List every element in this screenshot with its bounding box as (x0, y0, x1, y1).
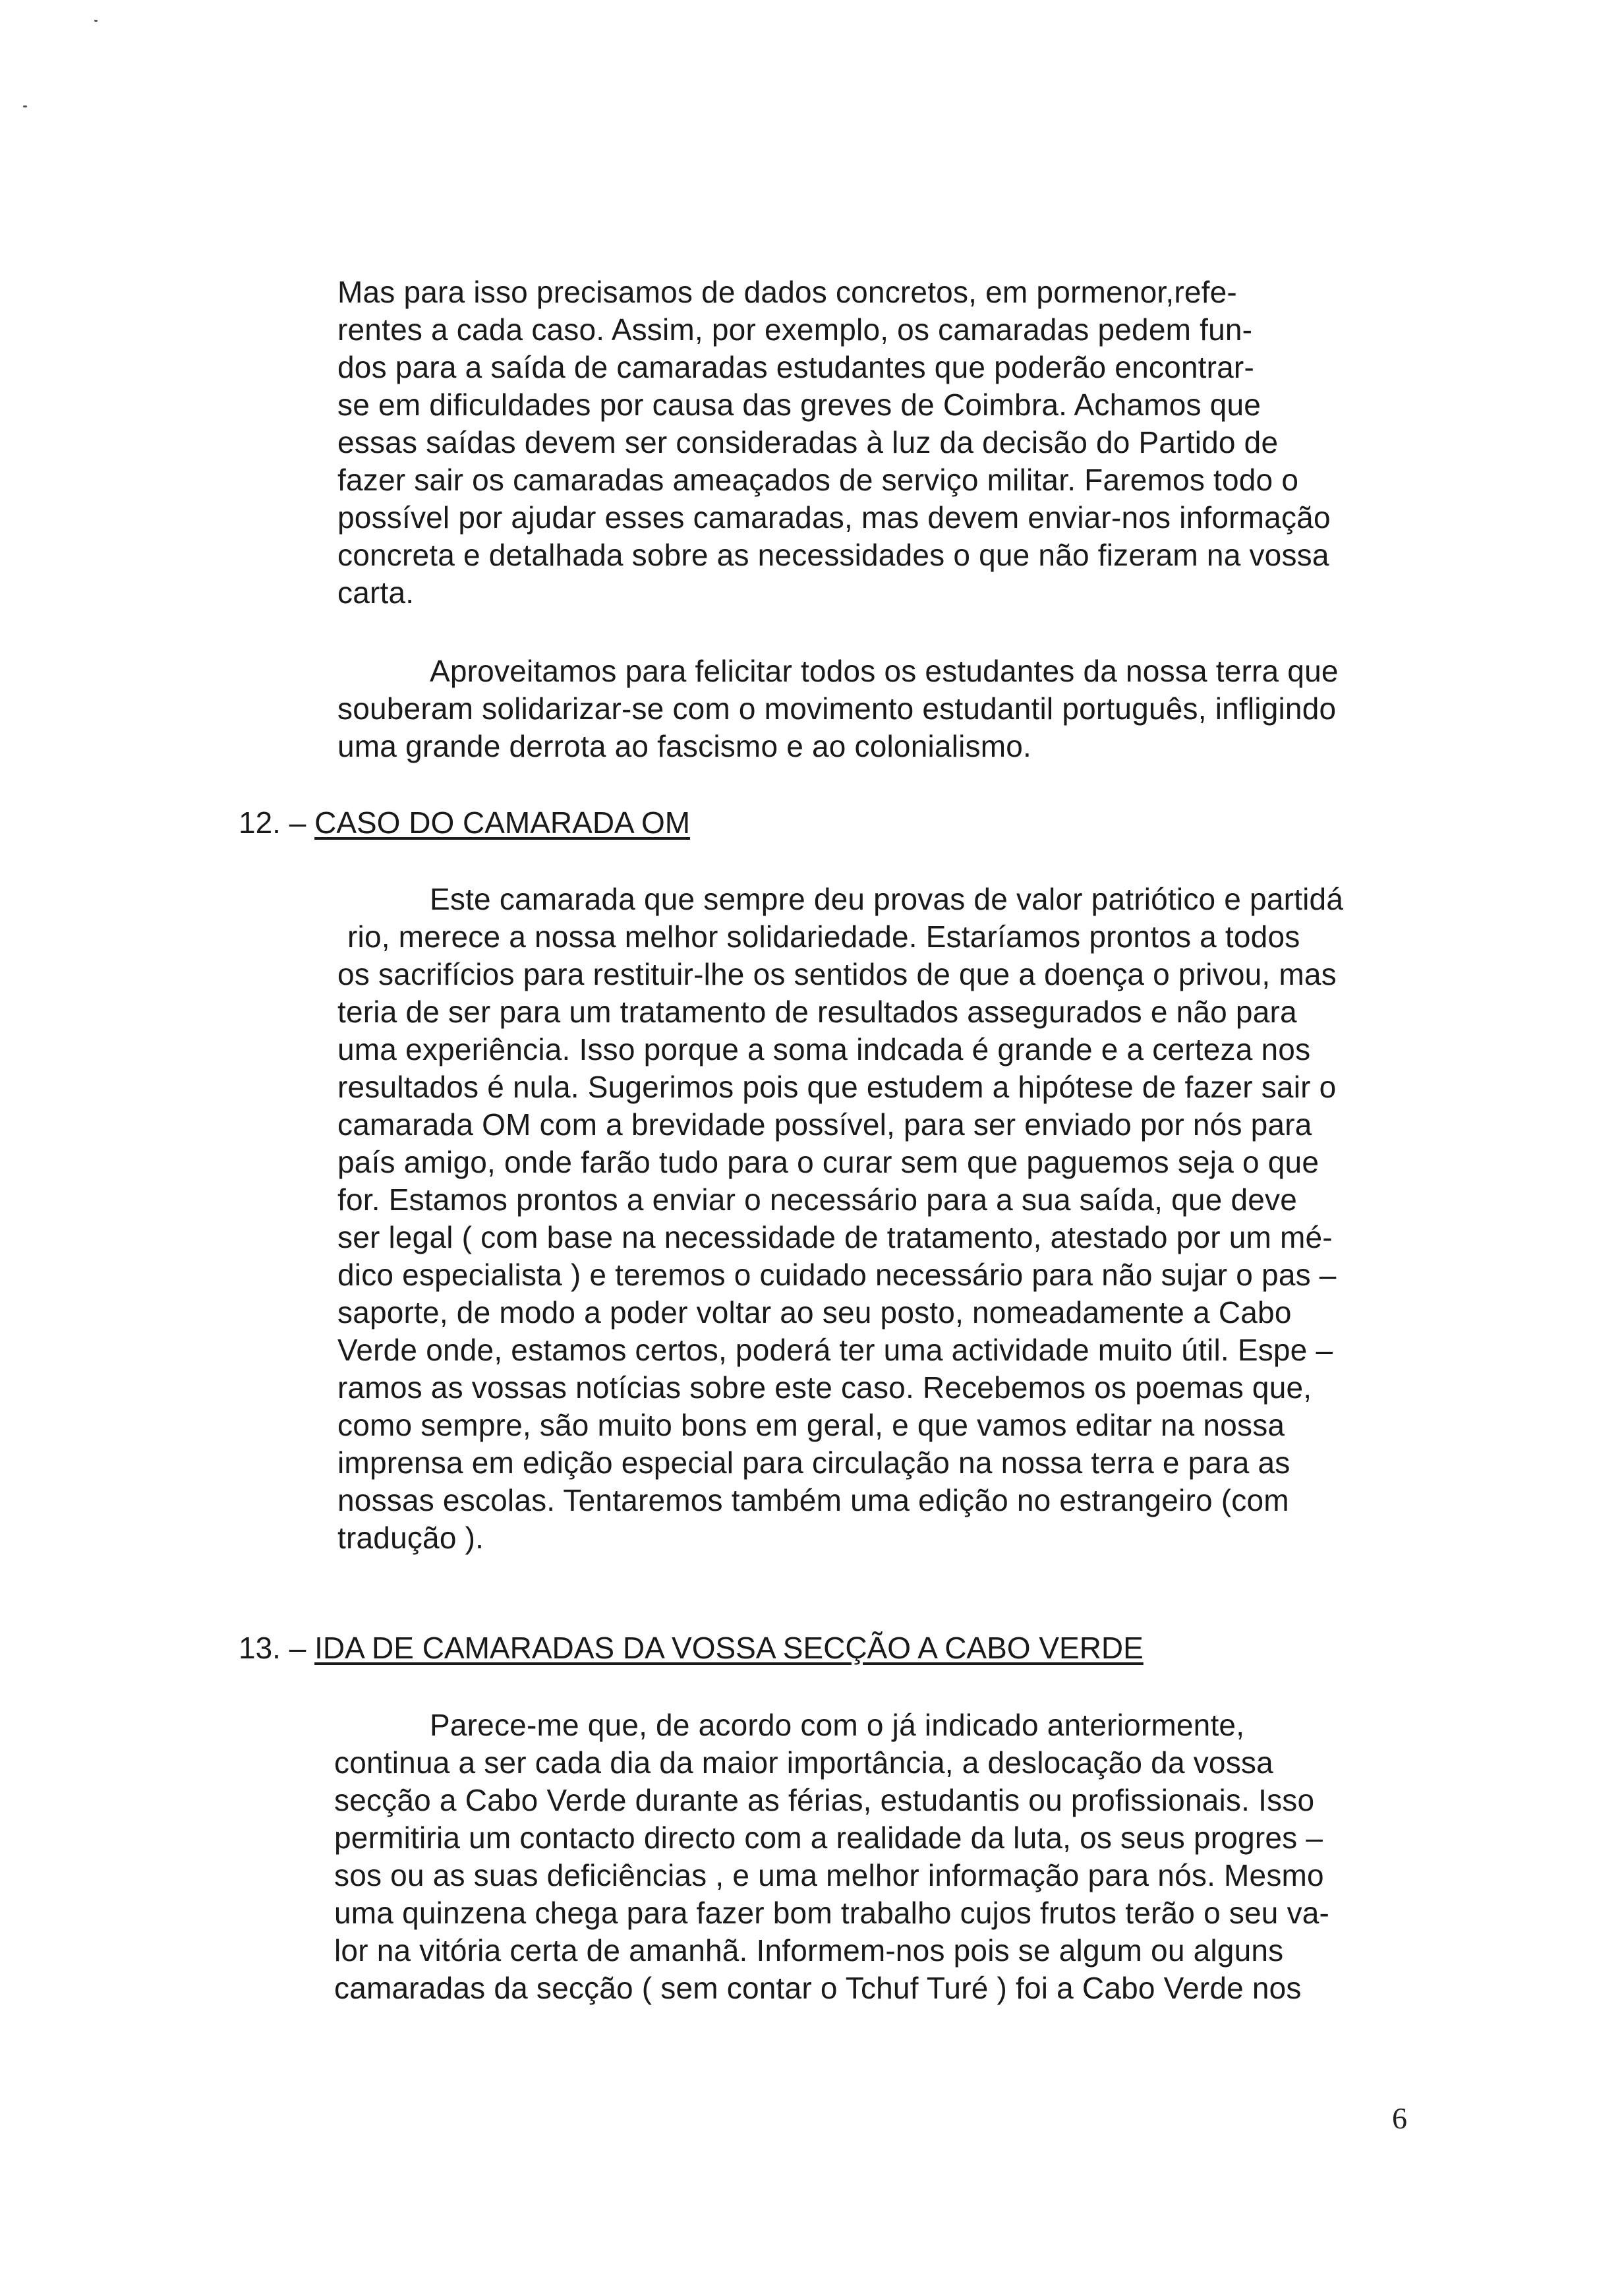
text-line: for. Estamos prontos a enviar o necessário para a sua saída, que deve (337, 1183, 1297, 1217)
text-line: tradução ). (337, 1521, 484, 1555)
text-line: souberam solidarizar-se com o movimento estudantil português, infligindo (337, 691, 1337, 726)
text-line: Este camarada que sempre deu provas de valor patriótico e partidá (430, 882, 1344, 916)
text-line: rentes a cada caso. Assim, por exemplo, os camaradas pedem fun- (337, 312, 1253, 347)
text-line: teria de ser para um tratamento de resultados assegurados e não para (337, 995, 1297, 1029)
section-number: 12. – (239, 805, 306, 840)
text-line: camaradas da secção ( sem contar o Tchuf Turé ) foi a Cabo Verde nos (334, 1971, 1302, 2005)
text-line: camarada OM com a brevidade possível, para ser enviado por nós para (337, 1107, 1312, 1142)
text-line: uma quinzena chega para fazer bom trabalho cujos frutos terão o seu va- (334, 1896, 1330, 1930)
text-line: fazer sair os camaradas ameaçados de serviço militar. Faremos todo o (337, 463, 1299, 497)
text-line: dos para a saída de camaradas estudantes que poderão encontrar- (337, 350, 1254, 384)
text-line: essas saídas devem ser consideradas à luz da decisão do Partido de (337, 425, 1279, 459)
text-line: continua a ser cada dia da maior importância, a deslocação da vossa (334, 1745, 1273, 1780)
page-number: 6 (1392, 2101, 1407, 2135)
text-line: Aproveitamos para felicitar todos os estudantes da nossa terra que (430, 654, 1339, 688)
text-line: se em dificuldades por causa das greves de Coimbra. Achamos que (337, 388, 1262, 422)
text-line: resultados é nula. Sugerimos pois que estudem a hipótese de fazer sair o (337, 1070, 1337, 1104)
section-title: IDA DE CAMARADAS DA VOSSA SECÇÃO A CABO VERDE (314, 1631, 1144, 1665)
text-line: Verde onde, estamos certos, poderá ter uma actividade muito útil. Espe – (337, 1333, 1333, 1367)
text-line: secção a Cabo Verde durante as férias, estudantis ou profissionais. Isso (334, 1783, 1315, 1817)
section-13-heading (239, 1629, 1144, 1666)
text-line: imprensa em edição especial para circulação na nossa terra e para as (337, 1446, 1290, 1480)
text-line: os sacrifícios para restituir-lhe os sentidos de que a doença o privou, mas (337, 957, 1337, 991)
section-12-heading (239, 804, 690, 841)
text-line: permitiria um contacto directo com a realidade da luta, os seus progres – (334, 1821, 1323, 1855)
text-line: dico especialista ) e teremos o cuidado necessário para não sujar o pas – (337, 1258, 1337, 1292)
text-line: uma experiência. Isso porque a soma indcada é grande e a certeza nos (337, 1032, 1311, 1066)
section-title: CASO DO CAMARADA OM (314, 805, 691, 840)
text-line: concreta e detalhada sobre as necessidades o que não fizeram na vossa (337, 538, 1329, 572)
text-line: Parece-me que, de acordo com o já indicado anteriormente, (430, 1708, 1245, 1742)
text-line: nossas escolas. Tentaremos também uma edição no estrangeiro (com (337, 1483, 1289, 1517)
text-line: ser legal ( com base na necessidade de tratamento, atestado por um mé- (337, 1220, 1333, 1254)
text-line: lor na vitória certa de amanhã. Informem-nos pois se algum ou alguns (334, 1933, 1284, 1968)
text-line: rio, merece a nossa melhor solidariedade. Estaríamos prontos a todos (347, 920, 1300, 954)
text-line: carta. (337, 575, 415, 610)
text-line: sos ou as suas deficiências , e uma melhor informação para nós. Mesmo (334, 1858, 1324, 1892)
text-line: saporte, de modo a poder voltar ao seu posto, nomeadamente a Cabo (337, 1295, 1292, 1329)
text-line: Mas para isso precisamos de dados concretos, em pormenor,refe- (337, 275, 1237, 309)
text-line: possível por ajudar esses camaradas, mas devem enviar-nos informação (337, 500, 1331, 535)
section-number: 13. – (239, 1631, 306, 1665)
scan-speck (23, 105, 27, 107)
text-line: ramos as vossas notícias sobre este caso. Recebemos os poemas que, (337, 1370, 1312, 1405)
text-line: país amigo, onde farão tudo para o curar sem que paguemos seja o que (337, 1145, 1320, 1179)
text-line: uma grande derrota ao fascismo e ao colonialismo. (337, 729, 1032, 763)
text-line: como sempre, são muito bons em geral, e que vamos editar na nossa (337, 1408, 1285, 1442)
scan-speck (94, 20, 98, 22)
